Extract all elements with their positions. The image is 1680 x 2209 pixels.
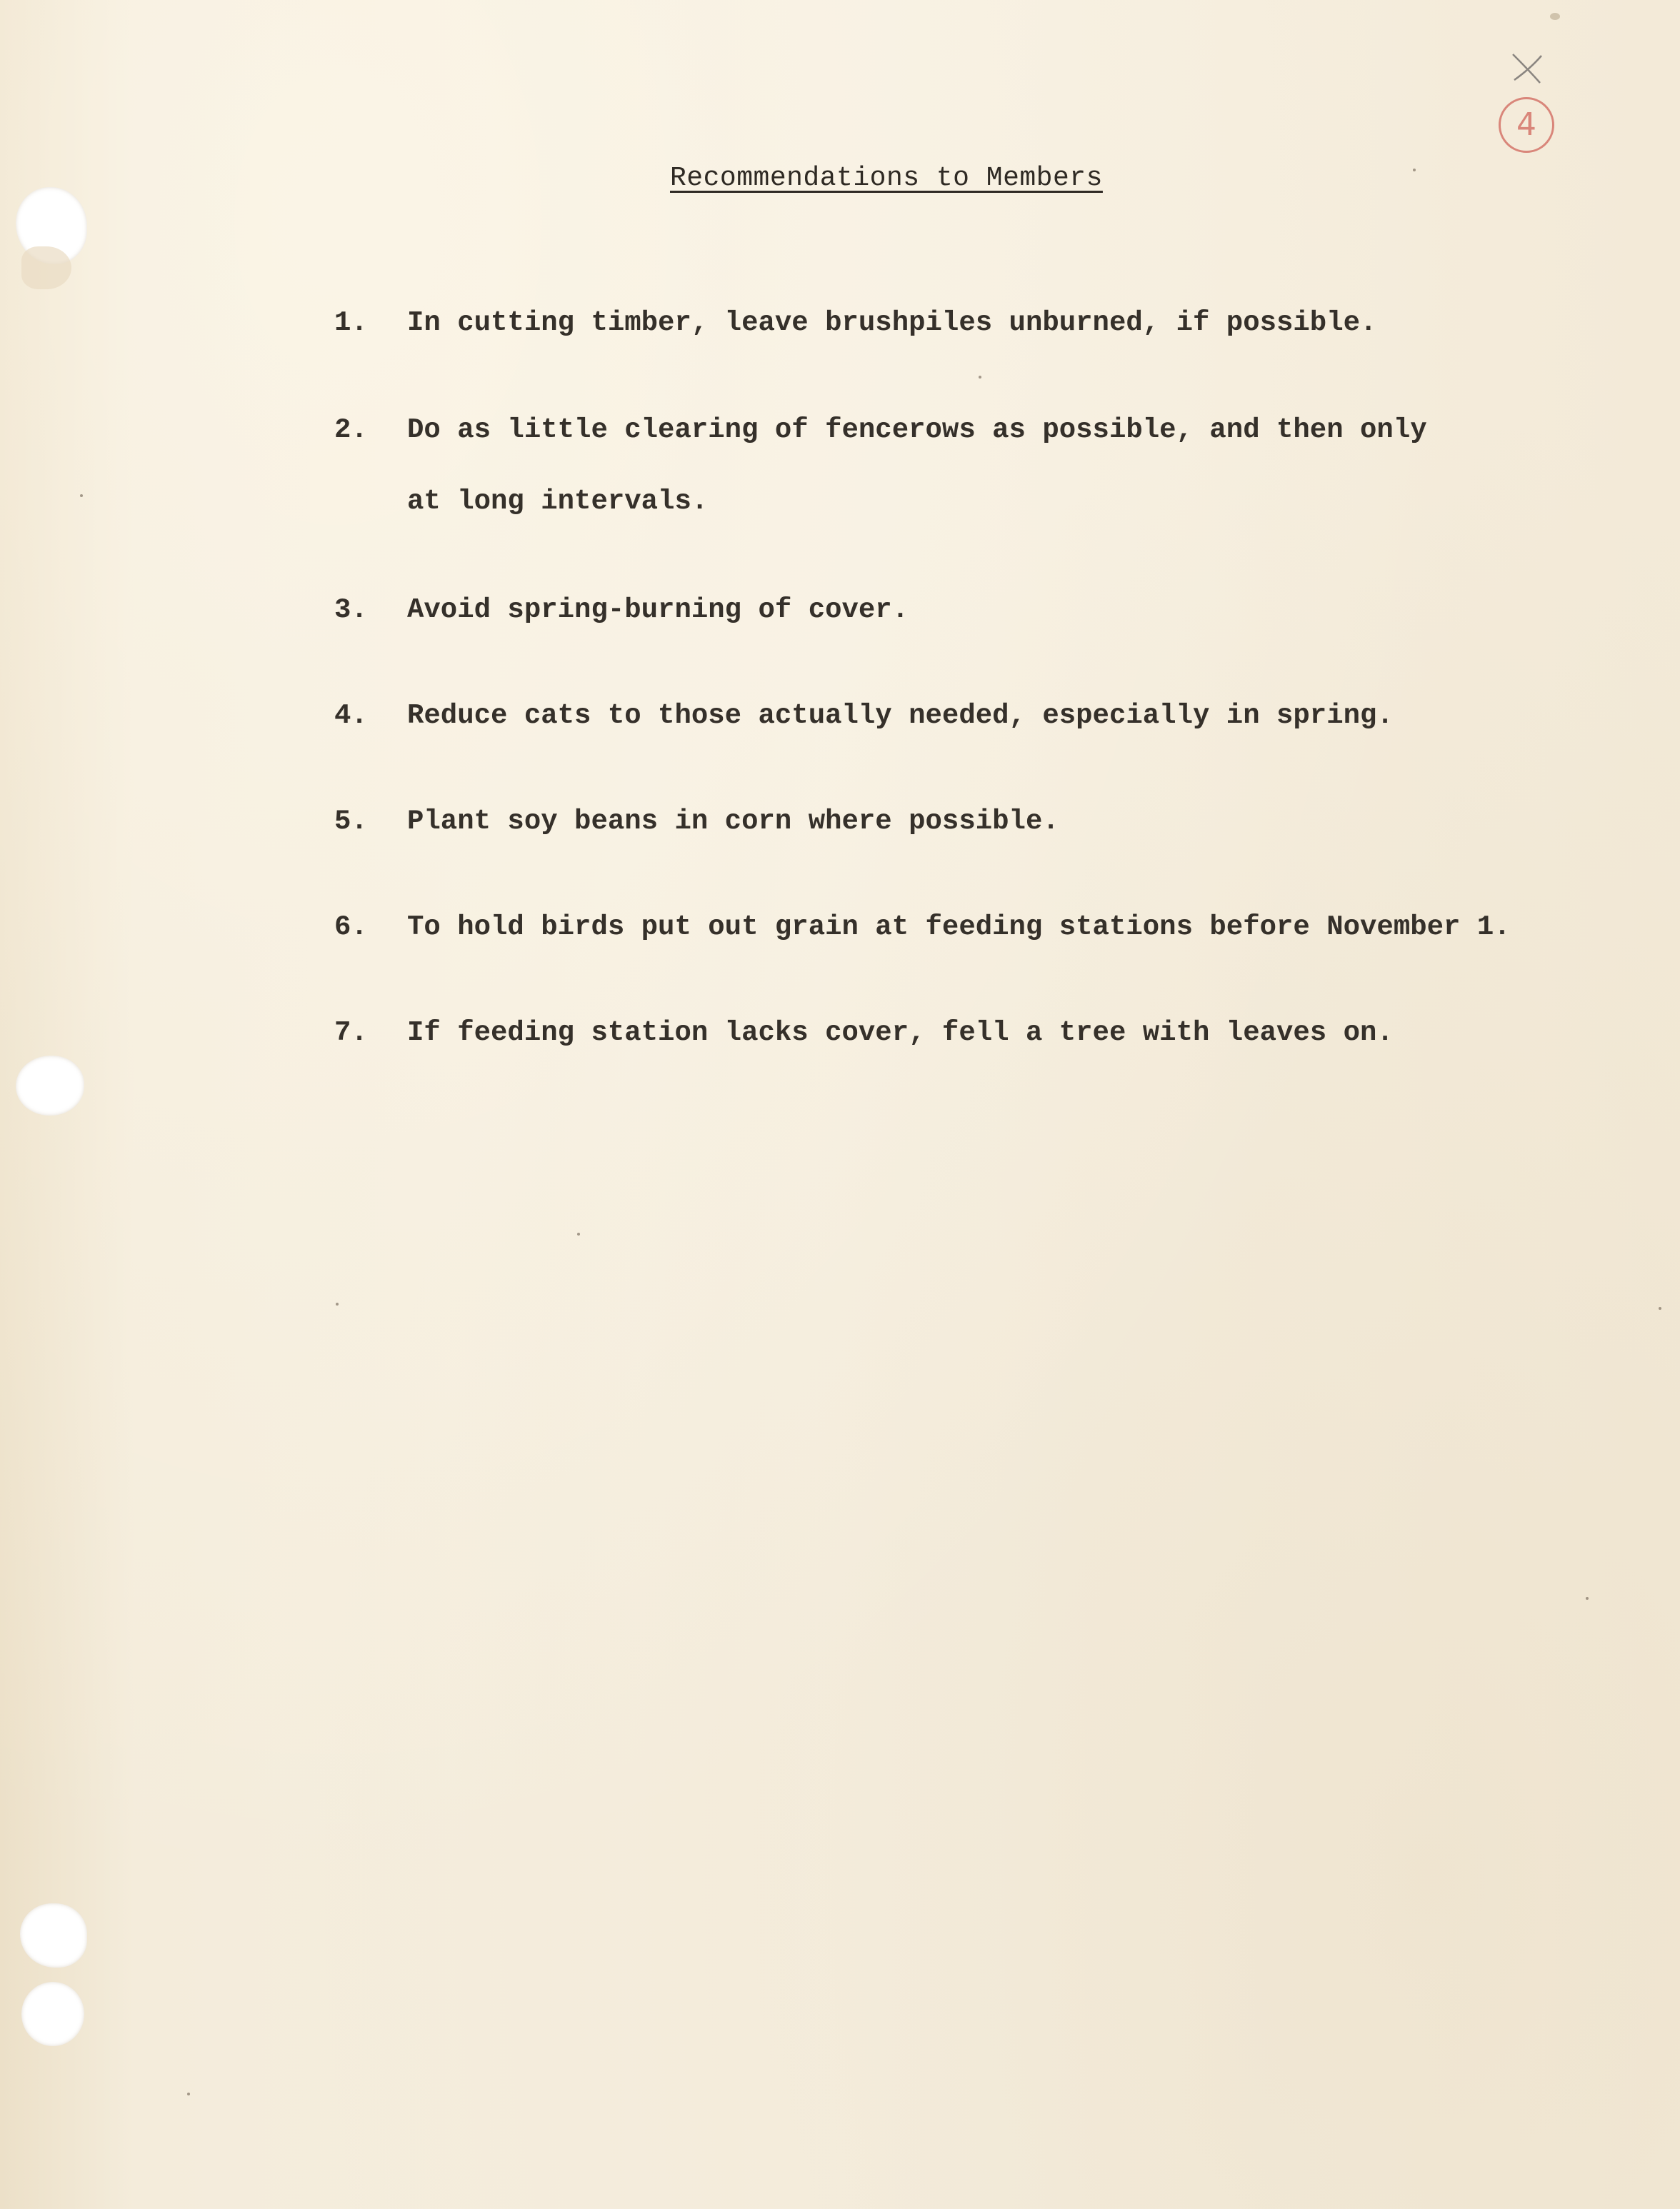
list-item-text-continued: at long intervals. [407,486,709,517]
paper-speck [1550,13,1560,20]
paper-speck [187,2093,190,2095]
list-item-text: Plant soy beans in corn where possible. [407,806,1059,837]
list-item-number: 2. [334,414,368,446]
page-number: 4 [1516,106,1536,143]
list-item-text: Do as little clearing of fencerows as possible, and then only [407,414,1427,446]
punch-hole-bottom-lower [21,1982,84,2046]
paper-speck [336,1303,339,1306]
paper-speck [979,376,981,379]
list-item-number: 5. [334,806,368,837]
paper-speck [1659,1307,1661,1310]
pencil-x-mark [1509,50,1546,87]
paper-speck [80,494,83,497]
list-item-number: 3. [334,594,368,626]
punch-hole-middle [16,1056,84,1116]
list-item-text: Avoid spring-burning of cover. [407,594,909,626]
page-number-circle [1499,97,1554,153]
list-item-number: 7. [334,1017,368,1048]
paper-speck [577,1233,580,1236]
punch-hole-bottom-upper [20,1903,87,1968]
list-item-text: Reduce cats to those actually needed, especially in spring. [407,700,1394,731]
list-item-number: 1. [334,307,368,339]
list-item-number: 4. [334,700,368,731]
page-title: Recommendations to Members [670,163,1103,194]
list-item-text: To hold birds put out grain at feeding stations before November 1. [407,911,1511,943]
list-item-number: 6. [334,911,368,943]
paper-speck [1413,169,1416,171]
list-item-text: In cutting timber, leave brushpiles unburned, if possible. [407,307,1377,339]
paper-tear-top [21,246,71,289]
list-item-text: If feeding station lacks cover, fell a tree with leaves on. [407,1017,1394,1048]
paper-speck [1586,1597,1589,1600]
